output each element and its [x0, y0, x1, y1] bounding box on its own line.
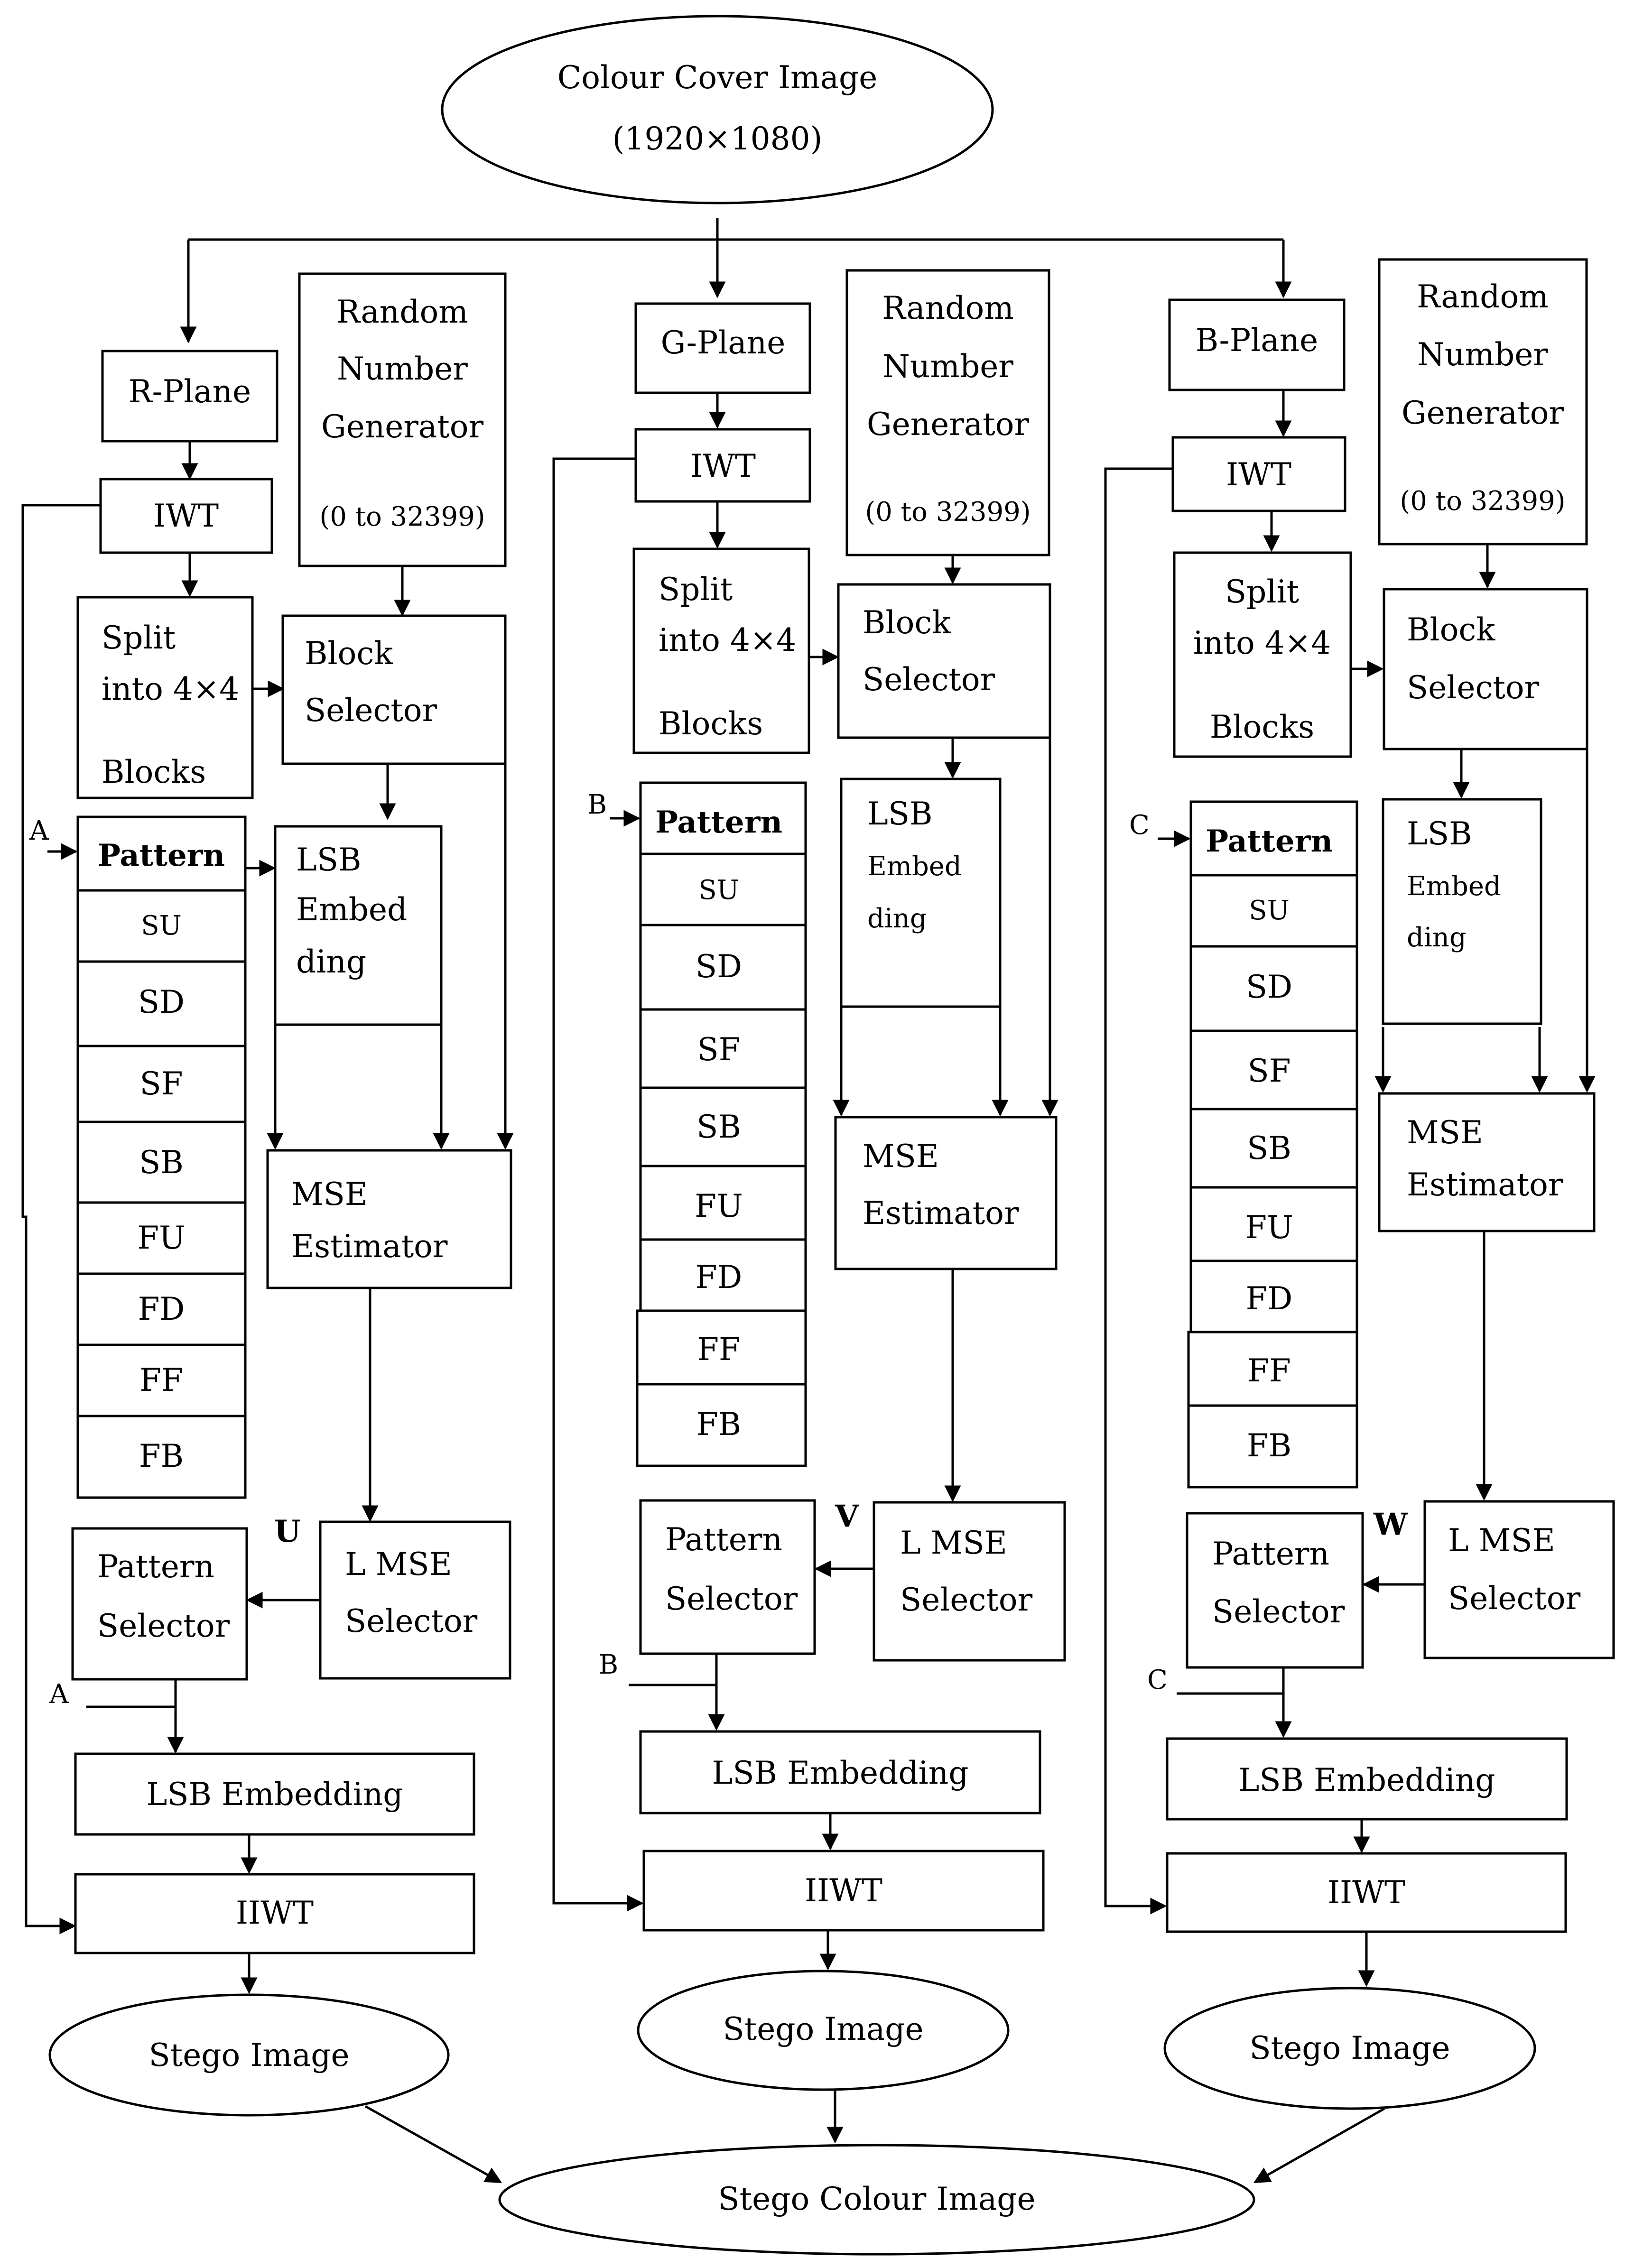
- g-iwt-label: IWT: [690, 448, 756, 484]
- b-lsb-embedding-label: LSB Embedding: [1238, 1762, 1495, 1798]
- b-patsel-line1: Pattern: [1212, 1536, 1329, 1572]
- column-g: [554, 270, 1065, 2090]
- b-pattern-fu: FU: [1245, 1209, 1293, 1246]
- b-pattern-sf: SF: [1247, 1053, 1291, 1089]
- b-pattern-fd: FD: [1245, 1280, 1293, 1317]
- g-split-line1: Split: [659, 571, 733, 608]
- r-pattern-sb: SB: [139, 1144, 184, 1181]
- g-pattern-fb: FB: [696, 1406, 742, 1443]
- b-patsel-line2: Selector: [1212, 1593, 1345, 1630]
- b-block-selector-line2: Selector: [1407, 669, 1540, 706]
- g-stego-label: Stego Image: [723, 2011, 924, 2047]
- r-pattern-sf: SF: [139, 1065, 183, 1102]
- column-b: [1105, 259, 1614, 2109]
- r-block-selector-line1: Block: [305, 635, 393, 672]
- r-split-line2: into 4×4: [102, 671, 240, 707]
- g-lmse-line2: Selector: [900, 1582, 1033, 1618]
- g-split-line3: Blocks: [659, 705, 763, 742]
- r-patsel-line1: Pattern: [97, 1548, 214, 1585]
- g-rng-line2: Number: [882, 348, 1013, 385]
- r-pattern-su: SU: [141, 910, 182, 941]
- r-plane-label: R-Plane: [128, 373, 251, 410]
- g-iiwt-label: IIWT: [804, 1872, 883, 1909]
- r-iwt-label: IWT: [153, 498, 219, 534]
- b-pattern-sb: SB: [1247, 1130, 1291, 1166]
- column-r: [23, 274, 511, 2115]
- b-pattern-header: Pattern: [1206, 824, 1333, 859]
- r-connector-in: A: [29, 815, 49, 846]
- b-lmse-line2: Selector: [1448, 1580, 1581, 1617]
- b-stego-label: Stego Image: [1249, 2030, 1450, 2066]
- g-lsb-embed-line2: Embed: [867, 851, 962, 882]
- b-pattern-fb: FB: [1246, 1427, 1292, 1464]
- r-rng-range: (0 to 32399): [319, 501, 485, 532]
- r-lsb-embed-line1: LSB: [296, 842, 362, 878]
- b-iwt-label: IWT: [1226, 456, 1291, 493]
- b-split-line2: into 4×4: [1193, 625, 1331, 661]
- r-marker: U: [274, 1514, 301, 1549]
- g-mse-line1: MSE: [863, 1138, 939, 1175]
- r-mse-box: [268, 1150, 511, 1288]
- b-marker: W: [1374, 1507, 1408, 1542]
- g-pattern-fd: FD: [695, 1259, 743, 1296]
- g-rng-range: (0 to 32399): [865, 497, 1031, 528]
- b-mse-line1: MSE: [1407, 1114, 1483, 1151]
- r-mse-line2: Estimator: [291, 1228, 448, 1265]
- g-rng-line1: Random: [882, 290, 1014, 326]
- cover-image-ellipse: [442, 16, 993, 203]
- r-split-line3: Blocks: [102, 754, 206, 790]
- cover-image-size: (1920×1080): [612, 120, 823, 157]
- r-pattern-table: [78, 817, 245, 1498]
- r-lsb-embed-line2: Embed: [296, 891, 408, 928]
- stego-colour-label: Stego Colour Image: [718, 2181, 1036, 2217]
- b-mse-line2: Estimator: [1407, 1166, 1563, 1203]
- r-lmse-line2: Selector: [345, 1603, 478, 1639]
- g-patsel-line1: Pattern: [665, 1521, 782, 1558]
- r-lmse-line1: L MSE: [345, 1546, 452, 1583]
- b-pattern-sd: SD: [1245, 969, 1293, 1005]
- r-split-line1: Split: [102, 620, 176, 656]
- r-rng-line1: Random: [336, 294, 468, 330]
- b-connector-in: C: [1129, 810, 1150, 841]
- edge-g-iwt-bypass: [554, 459, 642, 1903]
- b-pattern-ff: FF: [1247, 1352, 1291, 1389]
- r-pattern-fb: FB: [139, 1438, 184, 1474]
- r-pattern-fu: FU: [137, 1220, 186, 1256]
- b-split-line1: Split: [1225, 574, 1300, 610]
- g-pattern-sd: SD: [695, 948, 743, 985]
- g-lsb-embedding-label: LSB Embedding: [712, 1755, 969, 1791]
- g-block-selector-line1: Block: [863, 604, 951, 641]
- g-plane-label: G-Plane: [660, 324, 786, 361]
- b-plane-label: B-Plane: [1195, 322, 1318, 359]
- r-pattern-ff: FF: [139, 1362, 183, 1398]
- g-lmse-line1: L MSE: [900, 1525, 1007, 1561]
- r-mse-line1: MSE: [291, 1176, 368, 1213]
- g-pattern-ff: FF: [697, 1331, 741, 1368]
- cover-image-title: Colour Cover Image: [557, 59, 878, 96]
- g-connector-in: B: [587, 789, 607, 820]
- r-rng-line3: Generator: [321, 408, 484, 445]
- b-iiwt-label: IIWT: [1327, 1874, 1406, 1911]
- g-block-selector-line2: Selector: [863, 661, 995, 698]
- b-rng-line1: Random: [1417, 278, 1549, 315]
- r-stego-label: Stego Image: [149, 2037, 350, 2074]
- g-pattern-fu: FU: [695, 1188, 743, 1224]
- b-lsb-embed-line1: LSB: [1407, 815, 1472, 852]
- r-patsel-line2: Selector: [97, 1608, 230, 1644]
- b-rng-line2: Number: [1417, 336, 1548, 373]
- edge-b-stego-final: [1255, 2109, 1384, 2182]
- g-pattern-table: [637, 783, 806, 1466]
- b-connector-out: C: [1147, 1665, 1168, 1695]
- edge-r-stego-final: [365, 2106, 501, 2182]
- r-pattern-sd: SD: [138, 984, 185, 1020]
- g-split-line2: into 4×4: [659, 622, 797, 658]
- g-pattern-su: SU: [698, 875, 739, 906]
- b-rng-range: (0 to 32399): [1400, 486, 1566, 517]
- r-connector-out: A: [49, 1679, 69, 1710]
- r-pattern-header: Pattern: [98, 838, 225, 873]
- g-pattern-sb: SB: [696, 1109, 741, 1145]
- g-pattern-header: Pattern: [655, 805, 782, 840]
- b-pattern-su: SU: [1249, 895, 1290, 926]
- b-lmse-line1: L MSE: [1448, 1522, 1555, 1559]
- r-iiwt-label: IIWT: [235, 1895, 314, 1931]
- b-lsb-embed-line2: Embed: [1407, 871, 1501, 902]
- r-block-selector-line2: Selector: [305, 692, 437, 729]
- g-lsb-embed-line1: LSB: [867, 796, 933, 832]
- b-split-line3: Blocks: [1209, 709, 1315, 745]
- g-lsb-embed-line3: ding: [867, 903, 927, 934]
- r-lsb-embed-line3: ding: [296, 944, 367, 980]
- r-lsb-embedding-label: LSB Embedding: [146, 1776, 403, 1813]
- r-rng-line2: Number: [337, 351, 468, 387]
- b-lsb-embed-line3: ding: [1407, 922, 1467, 953]
- g-connector-out: B: [599, 1649, 619, 1680]
- r-pattern-fd: FD: [138, 1291, 185, 1327]
- g-pattern-sf: SF: [697, 1031, 741, 1068]
- g-mse-line2: Estimator: [863, 1195, 1019, 1231]
- b-block-selector-line1: Block: [1407, 611, 1495, 648]
- b-pattern-table: [1188, 802, 1357, 1487]
- b-rng-line3: Generator: [1401, 395, 1564, 431]
- g-patsel-line2: Selector: [665, 1581, 798, 1617]
- g-marker: V: [835, 1499, 859, 1534]
- g-rng-line3: Generator: [866, 406, 1030, 443]
- r-lmse-box: [320, 1522, 510, 1678]
